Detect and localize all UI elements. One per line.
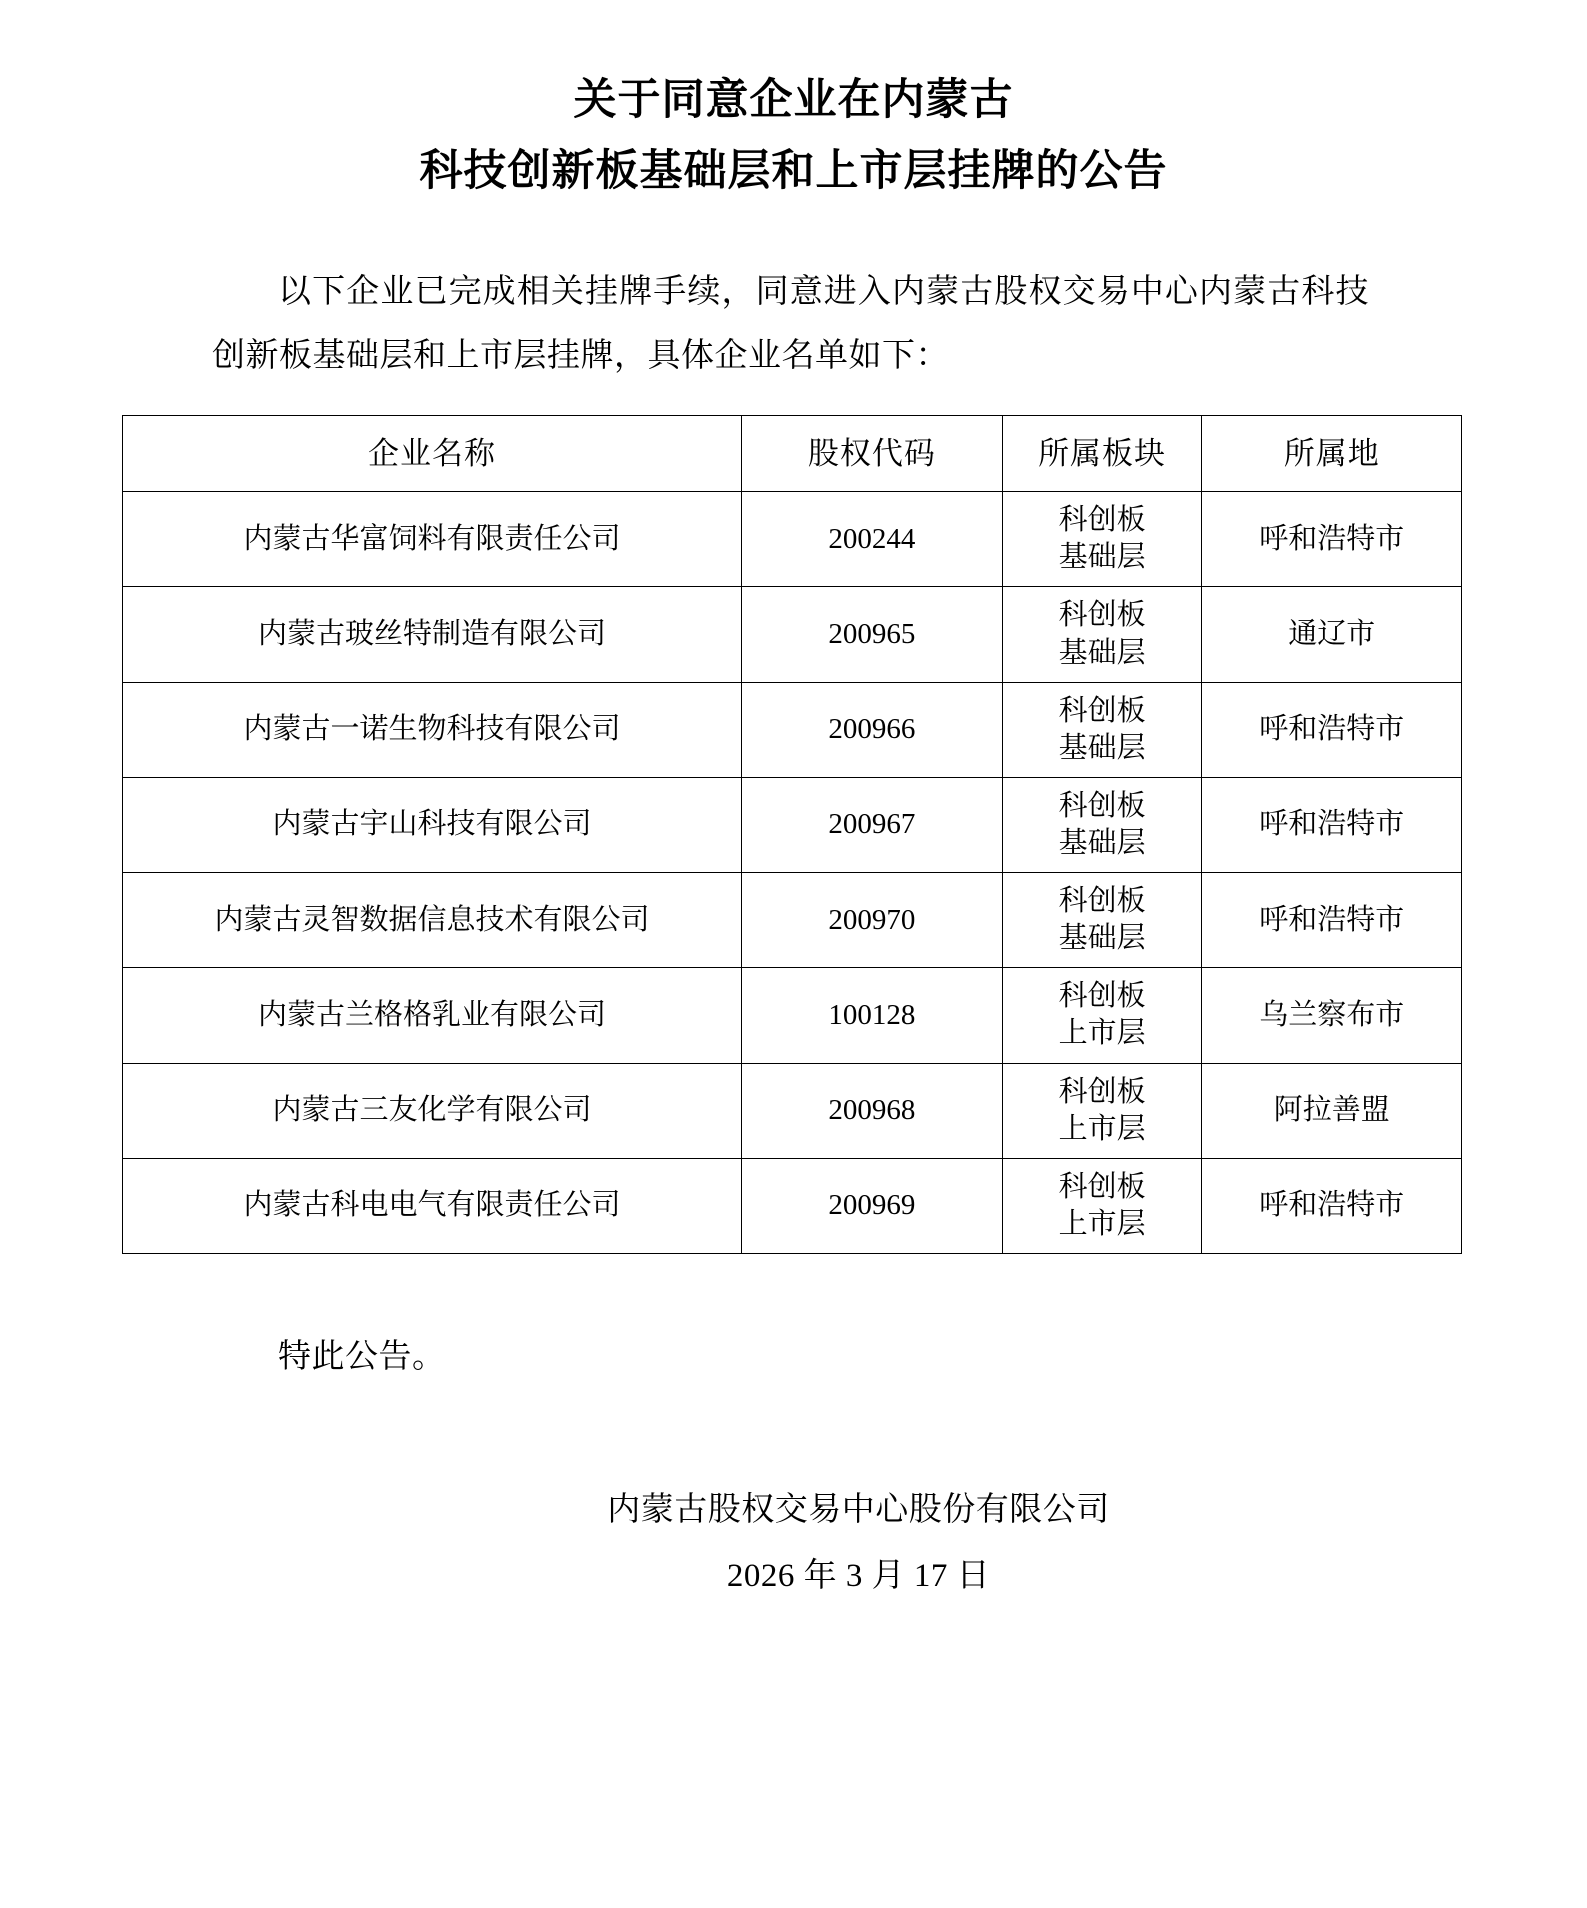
signature-date: 2026 年 3 月 17 日 [726,1557,991,1594]
cell-board-line-1: 科创板 [1058,504,1146,537]
column-header-board: 所属板块 [1002,415,1202,492]
cell-company-name: 内蒙古一诺生物科技有限公司 [123,682,742,777]
cell-board-line-2: 基础层 [1058,731,1146,764]
cell-region: 呼和浩特市 [1202,873,1462,968]
cell-board [1002,682,1202,777]
page-title [100,66,1487,208]
cell-board-line-1: 科创板 [1058,599,1146,632]
cell-company-name: 内蒙古灵智数据信息技术有限公司 [123,873,742,968]
cell-region: 阿拉善盟 [1202,1063,1462,1158]
cell-company-name: 内蒙古兰格格乳业有限公司 [123,968,742,1063]
cell-region: 通辽市 [1202,587,1462,682]
page-title-line-1: 关于同意企业在内蒙古 [573,77,1014,124]
cell-region: 乌兰察布市 [1202,968,1462,1063]
cell-equity-code: 200968 [741,1063,1002,1158]
table-row [123,777,1462,872]
cell-region: 呼和浩特市 [1202,492,1462,587]
cell-board-line-2: 上市层 [1058,1207,1146,1240]
cell-equity-code: 200969 [741,1158,1002,1253]
cell-company-name: 内蒙古华富饲料有限责任公司 [123,492,742,587]
cell-equity-code: 200966 [741,682,1002,777]
cell-equity-code: 100128 [741,968,1002,1063]
table-row [123,873,1462,968]
cell-board-line-1: 科创板 [1058,789,1146,822]
cell-board-line-2: 基础层 [1058,541,1146,574]
table-header-row [123,415,1462,492]
cell-company-name: 内蒙古三友化学有限公司 [123,1063,742,1158]
listing-table [122,415,1462,1254]
cell-company-name: 内蒙古科电电气有限责任公司 [123,1158,742,1253]
cell-equity-code: 200970 [741,873,1002,968]
cell-board [1002,968,1202,1063]
column-header-code: 股权代码 [741,415,1002,492]
cell-board-line-1: 科创板 [1058,1170,1146,1203]
cell-board [1002,492,1202,587]
cell-board-line-2: 上市层 [1058,1112,1146,1145]
cell-board-line-1: 科创板 [1058,694,1146,727]
table-row [123,682,1462,777]
column-header-region: 所属地 [1202,415,1462,492]
cell-board-line-1: 科创板 [1058,980,1146,1013]
table-row [123,492,1462,587]
cell-board [1002,873,1202,968]
cell-board [1002,1158,1202,1253]
cell-equity-code: 200244 [741,492,1002,587]
cell-board-line-2: 上市层 [1058,1017,1146,1050]
table-row [123,968,1462,1063]
cell-board-line-2: 基础层 [1058,636,1146,669]
table-row [123,1158,1462,1253]
cell-company-name: 内蒙古玻丝特制造有限公司 [123,587,742,682]
cell-board-line-1: 科创板 [1058,885,1146,918]
cell-board [1002,777,1202,872]
cell-region: 呼和浩特市 [1202,682,1462,777]
page-title-line-2: 科技创新板基础层和上市层挂牌的公告 [419,147,1168,195]
intro-paragraph: 以下企业已完成相关挂牌手续，同意进入内蒙古股权交易中心内蒙古科技创新板基础层和上市层挂牌，具体企业名单如下： [212,273,1369,375]
cell-board-line-2: 基础层 [1058,827,1146,859]
table-row [123,1063,1462,1158]
cell-company-name: 内蒙古宇山科技有限公司 [123,777,742,872]
cell-board [1002,587,1202,682]
table-body [123,492,1462,1254]
cell-region: 呼和浩特市 [1202,1158,1462,1253]
signature-block [100,1477,1487,1609]
cell-equity-code: 200965 [741,587,1002,682]
closing-statement: 特此公告。 [278,1338,446,1375]
column-header-name: 企业名称 [123,415,742,492]
cell-board [1002,1063,1202,1158]
cell-board-line-2: 基础层 [1058,922,1146,955]
cell-region: 呼和浩特市 [1202,777,1462,872]
cell-board-line-1: 科创板 [1058,1075,1146,1108]
cell-equity-code: 200967 [741,777,1002,872]
table-row [123,587,1462,682]
signature-organization: 内蒙古股权交易中心股份有限公司 [607,1491,1110,1528]
